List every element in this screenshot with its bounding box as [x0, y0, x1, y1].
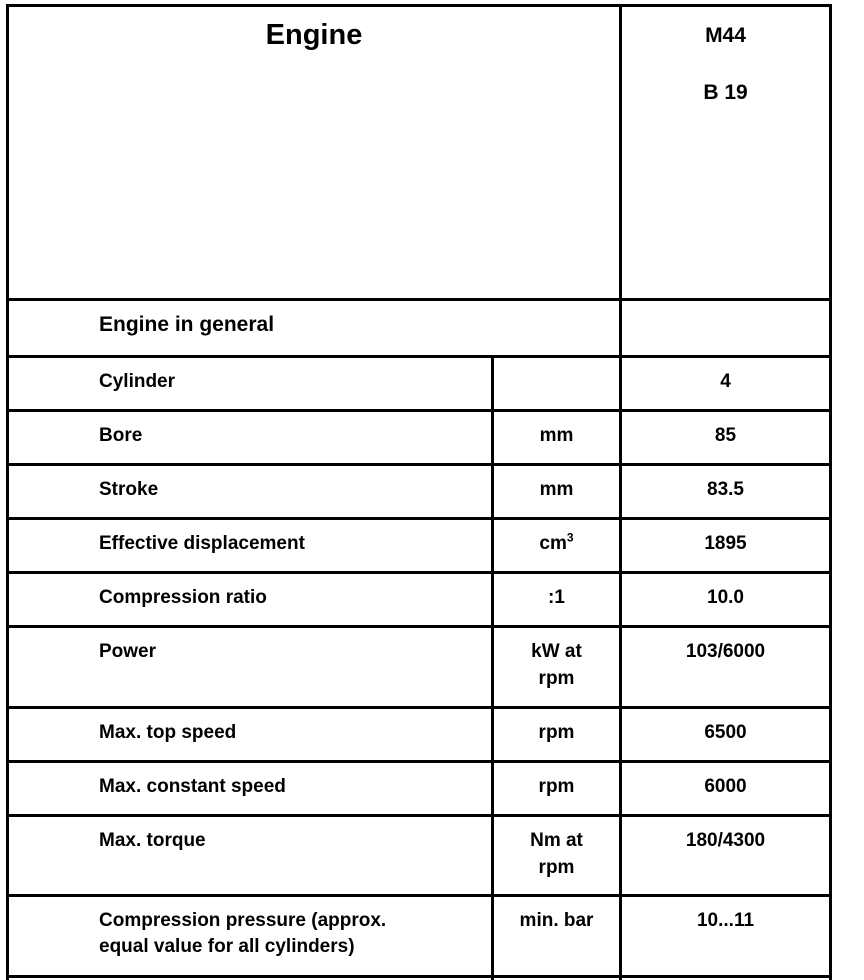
row-label-displacement: Effective displacement — [99, 533, 305, 554]
unit-base: cm — [539, 533, 567, 554]
row-value-stroke: 83.5 — [707, 479, 744, 500]
engine-model-code: M44 — [705, 24, 746, 47]
row-value-bore: 85 — [714, 425, 737, 446]
row-unit-displacement — [494, 530, 619, 557]
row-divider — [6, 814, 832, 817]
row-value-compression-ratio: 10.0 — [707, 587, 744, 608]
row-divider — [6, 894, 832, 897]
table-title: Engine — [265, 19, 363, 51]
section-title: Engine in general — [99, 313, 275, 336]
row-label-max-torque: Max. torque — [99, 830, 206, 851]
engine-model-variant: B 19 — [703, 81, 748, 104]
row-divider — [6, 571, 832, 574]
row-value-max-torque: 180/4300 — [685, 830, 766, 851]
row-divider — [6, 409, 832, 412]
row-divider — [6, 298, 832, 301]
unit-superscript: 3 — [566, 530, 574, 545]
border-left — [6, 4, 9, 980]
row-value-compression-pressure: 10...11 — [696, 910, 755, 931]
row-value-cylinder: 4 — [720, 371, 731, 392]
row-label-max-constant-speed: Max. constant speed — [99, 776, 286, 797]
row-label-stroke: Stroke — [99, 479, 159, 500]
row-label-compression-pressure-line1: Compression pressure (approx. — [99, 910, 387, 931]
row-label-max-top-speed: Max. top speed — [99, 722, 237, 743]
row-divider — [6, 625, 832, 628]
row-divider — [6, 760, 832, 763]
row-label-power: Power — [99, 641, 157, 662]
row-label-cylinder: Cylinder — [99, 371, 176, 392]
row-value-max-constant-speed: 6000 — [704, 776, 747, 797]
row-label-bore: Bore — [99, 425, 143, 446]
row-value-power: 103/6000 — [685, 641, 766, 662]
row-unit-compression-pressure: min. bar — [519, 910, 594, 931]
row-unit-max-torque-line2: rpm — [538, 857, 575, 878]
row-label-compression-pressure-line2: equal value for all cylinders) — [99, 936, 355, 957]
row-value-max-top-speed: 6500 — [704, 722, 747, 743]
row-label-compression-ratio: Compression ratio — [99, 587, 267, 608]
row-unit-power-line1: kW at — [531, 641, 582, 662]
row-unit-max-torque-line1: Nm at — [530, 830, 583, 851]
row-unit-max-constant-speed: rpm — [538, 776, 575, 797]
row-unit-stroke: mm — [539, 479, 574, 500]
border-right — [829, 4, 832, 980]
row-divider — [6, 463, 832, 466]
row-unit-power-line2: rpm — [538, 668, 575, 689]
row-divider — [6, 975, 832, 978]
row-unit-bore: mm — [539, 425, 574, 446]
row-value-displacement: 1895 — [704, 533, 747, 554]
row-divider — [6, 355, 832, 358]
row-divider — [6, 706, 832, 709]
row-unit-compression-ratio: :1 — [548, 587, 565, 608]
row-unit-max-top-speed: rpm — [538, 722, 575, 743]
border-top — [6, 4, 832, 7]
row-divider — [6, 517, 832, 520]
